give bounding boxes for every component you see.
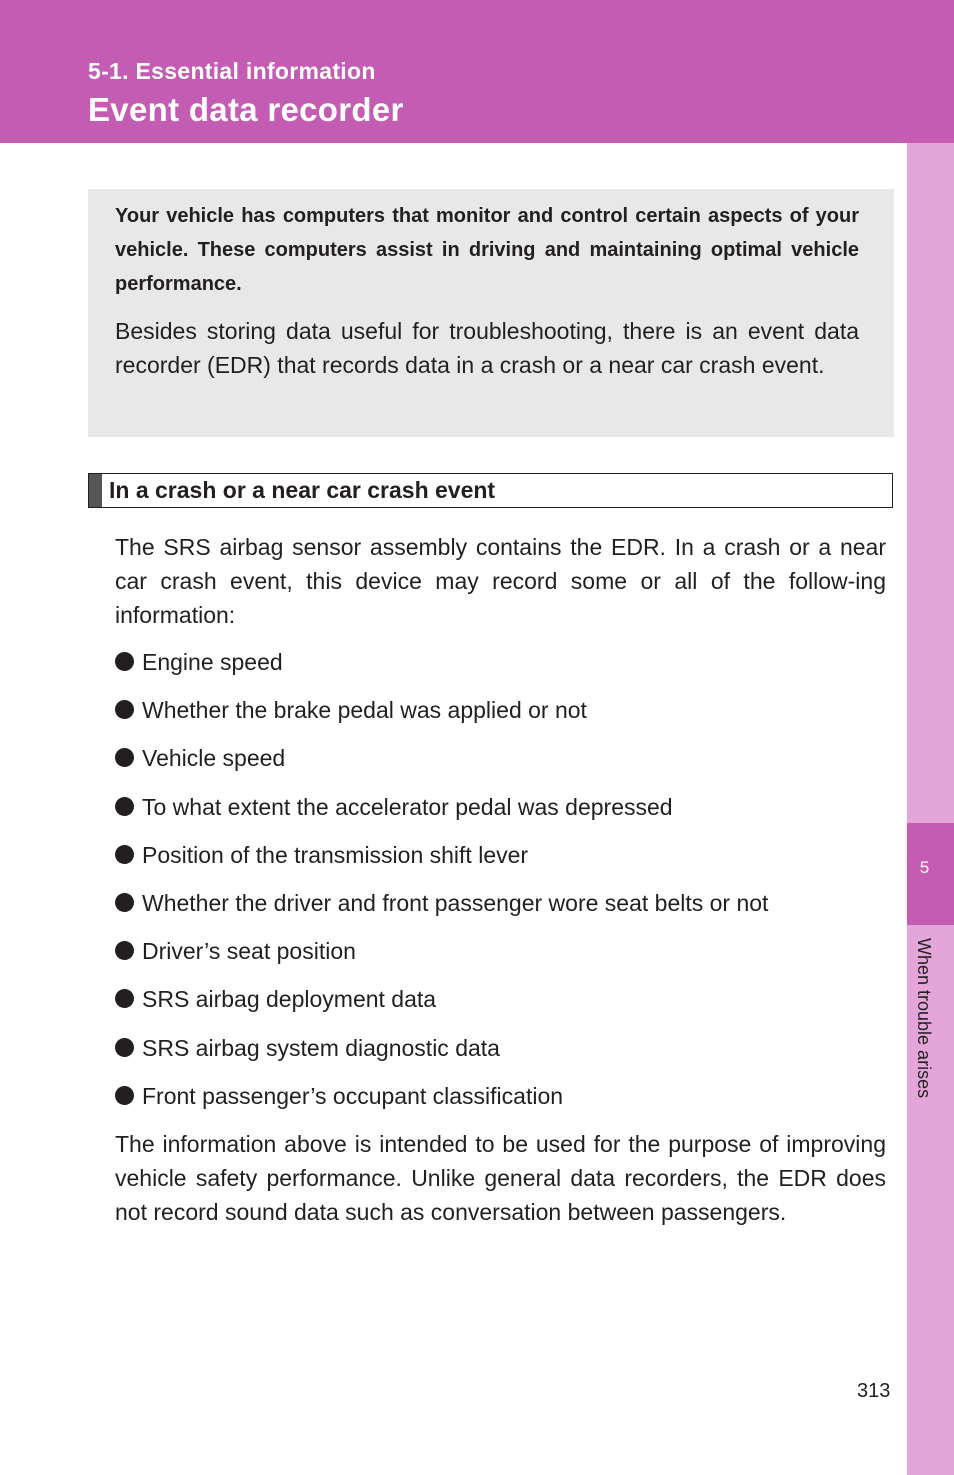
- bullet-icon: [115, 1038, 134, 1057]
- section-heading-bar: [89, 474, 102, 507]
- bullet-icon: [115, 700, 134, 719]
- page-header: [0, 0, 954, 143]
- list-item-text: Driver’s seat position: [142, 938, 356, 965]
- list-item-text: To what extent the accelerator pedal was depressed: [142, 793, 673, 820]
- chapter-label: When trouble arises: [914, 938, 934, 1099]
- bullet-icon: [115, 748, 134, 767]
- list-item: [115, 741, 895, 789]
- bullet-icon: [115, 652, 134, 671]
- list-item-text: Whether the brake pedal was applied or not: [142, 697, 587, 724]
- bullet-icon: [115, 797, 134, 816]
- list-item: [115, 1079, 895, 1127]
- body-paragraph-1: The SRS airbag sensor assembly contains the EDR. In a crash or a near car crash event, this device may record some or all of the follow-ing information:: [115, 534, 886, 628]
- list-item-text: SRS airbag deployment data: [142, 986, 437, 1013]
- list-item: [115, 645, 895, 693]
- list-item-text: Front passenger’s occupant classification: [142, 1082, 564, 1109]
- side-strip: [907, 143, 954, 1475]
- page-number: 313: [857, 1380, 891, 1402]
- intro-bold-text: Your vehicle has computers that monitor and control certain aspects of your vehicle. These computers assist in driving and maintaining optimal vehicle performance.: [115, 205, 859, 295]
- section-heading-text: In a crash or a near car crash event: [109, 477, 496, 503]
- list-item: [115, 982, 895, 1030]
- info-list: [115, 645, 895, 1127]
- bullet-icon: [115, 941, 134, 960]
- list-item-text: Position of the transmission shift lever: [142, 841, 529, 868]
- list-item-text: SRS airbag system diagnostic data: [142, 1034, 500, 1061]
- bullet-icon: [115, 1086, 134, 1105]
- list-item-text: Engine speed: [142, 649, 283, 675]
- list-item: [115, 693, 895, 741]
- bullet-icon: [115, 845, 134, 864]
- list-item-text: Whether the driver and front passenger wore seat belts or not: [142, 889, 769, 916]
- list-item: [115, 790, 895, 838]
- list-item: [115, 934, 895, 982]
- body-paragraph-2: The information above is intended to be used for the purpose of improving vehicle safety performance. Unlike general data recorders, the EDR does not record sound data such as conversation between passengers.: [115, 1131, 886, 1225]
- chapter-number: 5: [919, 858, 930, 877]
- list-item: [115, 886, 895, 934]
- bullet-icon: [115, 989, 134, 1008]
- list-item-text: Vehicle speed: [142, 745, 286, 772]
- section-label: 5-1. Essential information: [88, 58, 376, 84]
- intro-text: Besides storing data useful for troubleshooting, there is an event data recorder (EDR) that records data in a crash or a near car crash event.: [115, 318, 859, 378]
- bullet-icon: [115, 893, 134, 912]
- list-item: [115, 838, 895, 886]
- list-item: [115, 1031, 895, 1079]
- section-heading: [88, 473, 893, 508]
- page-title: Event data recorder: [88, 91, 404, 128]
